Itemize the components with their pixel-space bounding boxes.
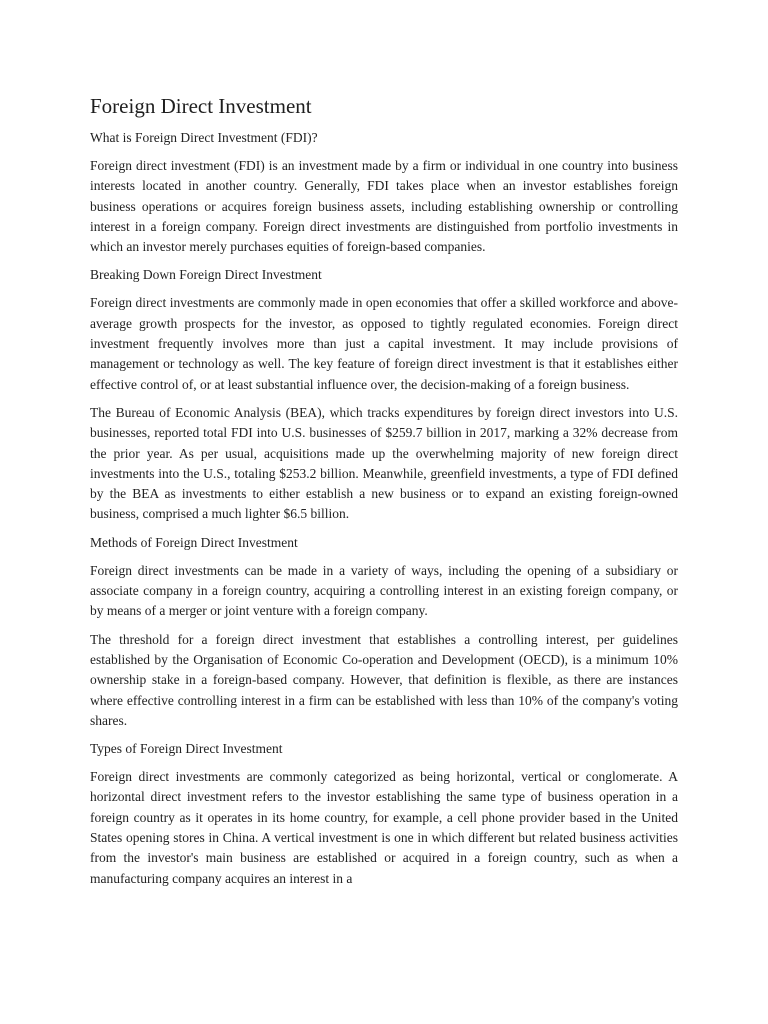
paragraph: The Bureau of Economic Analysis (BEA), which tracks expenditures by foreign direct investors into U.S. businesses, reported total FDI into U.S. businesses of $259.7 billion in 2017, marking a 32% decrease from the prior year. As per usual, acquisitions made up the overwhelming majority of new foreign direct investments into the U.S., totaling $253.2 billion. Meanwhile, greenfield investments, a type of FDI defined by the BEA as investments to either establish a new business or to expand an existing foreign-owned business, comprised a much lighter $6.5 billion.	[90, 404, 678, 522]
document-title: Foreign Direct Investment	[90, 94, 312, 118]
document-page	[90, 92, 678, 897]
paragraph: The threshold for a foreign direct investment that establishes a controlling interest, per guidelines established by the Organisation of Economic Co-operation and Development (OECD), is a minimum 10% ownership stake in a foreign-based company. However, that definition is flexible, as there are instances where effective controlling interest in a firm can be established with less than 10% of the company's voting shares.	[90, 631, 678, 728]
section-types	[90, 739, 678, 889]
section-what-is-fdi	[90, 128, 678, 257]
section-breaking-down	[90, 265, 678, 524]
paragraph: Foreign direct investment (FDI) is an investment made by a firm or individual in one country into business interests located in another country. Generally, FDI takes place when an investor establishes foreign business operations or acquires foreign business assets, including establishing ownership or controlling interest in a foreign company. Foreign direct investments are distinguished from portfolio investments in which an investor merely purchases equities of foreign-based companies.	[90, 158, 678, 255]
section-heading: Types of Foreign Direct Investment	[90, 741, 283, 757]
paragraph: Foreign direct investments are commonly made in open economies that offer a skilled workforce and above-average growth prospects for the investor, as opposed to tightly regulated economies. Foreign direct investment frequently involves more than just a capital investment. It may include provisions of management or technology as well. The key feature of foreign direct investment is that it establishes either effective control of, or at least substantial influence over, the decision-making of a foreign business.	[90, 295, 678, 392]
section-heading: What is Foreign Direct Investment (FDI)?	[90, 130, 318, 145]
section-heading: Breaking Down Foreign Direct Investment	[90, 267, 322, 283]
paragraph: Foreign direct investments can be made in a variety of ways, including the opening of a subsidiary or associate company in a foreign country, acquiring a controlling interest in an existing foreign company, or by means of a merger or joint venture with a foreign company.	[90, 562, 678, 619]
paragraph: Foreign direct investments are commonly categorized as being horizontal, vertical or conglomerate. A horizontal direct investment refers to the investor establishing the same type of business operation in a foreign country as it operates in its home country, for example, a cell phone provider based in the United States opening stores in China. A vertical investment is one in which different but related business activities from the investor's main business are established or acquired in a foreign country, such as when a manufacturing company acquires an interest in a	[90, 769, 678, 886]
section-heading: Methods of Foreign Direct Investment	[90, 534, 298, 550]
section-methods	[90, 533, 678, 731]
